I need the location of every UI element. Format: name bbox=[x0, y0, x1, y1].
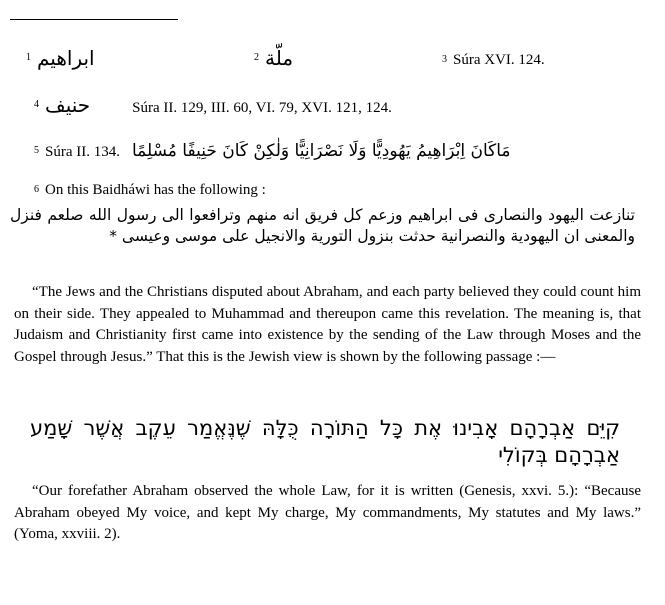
hebrew-translation-paragraph: “Our forefather Abraham observed the whole Law, for it is written (Genesis, xxvi. 5.): “Because Abraham obeyed My voice, and kept My charge, My commandments, My statutes and My laws.” (Yoma, xxviii. 2). bbox=[14, 483, 641, 542]
footnote-6 bbox=[34, 180, 266, 200]
footnote-number: 6 bbox=[34, 184, 39, 195]
footnote-number: 2 bbox=[254, 52, 259, 63]
arabic-quotation: مَاكَانَ اِبْرَاهِيمُ يَهُودِيًّا وَلَا نَصْرَانِيًّا وَلٰكِنْ كَانَ حَنِيفًا مُسْلِمًا bbox=[132, 141, 511, 161]
arabic-word: ابراهيم bbox=[37, 46, 95, 70]
arabic-word: حنيف bbox=[45, 93, 91, 117]
footnote-text: On this Baidháwi has the following : bbox=[45, 182, 266, 198]
footnote-3 bbox=[442, 50, 545, 70]
footnote-4 bbox=[34, 95, 392, 118]
footnote-number: 5 bbox=[34, 145, 39, 156]
translation-paragraph: “The Jews and the Christians disputed about Abraham, and each party believed they could count him on their side. They appealed to Muhammad and thereupon came this revelation. The meaning is, that Judaism and Christianity first came into existence by the sending of the Law through Moses and the Gospel through Jesus.” That this is the Jewish view is shown by the following passage :— bbox=[14, 284, 641, 365]
sura-reference: Súra II. 129, III. 60, VI. 79, XVI. 121, 124. bbox=[132, 100, 392, 116]
arabic-word: ملّة bbox=[265, 46, 294, 70]
sura-reference: Súra XVI. 124. bbox=[453, 52, 545, 68]
footnote-separator-rule bbox=[10, 19, 178, 20]
sura-reference: Súra II. 134. bbox=[45, 144, 120, 160]
footnote-number: 3 bbox=[442, 54, 447, 65]
footnote-number: 4 bbox=[34, 99, 39, 110]
footnote-2 bbox=[254, 48, 293, 71]
footnote-1 bbox=[26, 48, 95, 71]
footnote-number: 1 bbox=[26, 52, 31, 63]
footnote-5 bbox=[34, 141, 511, 162]
baidhawi-arabic-text: تنازعت اليهود والنصارى فى ابراهيم وزعم كل فريق انه منهم وترافعوا الى رسول الله صلعم فنزل والمعنى ان اليهودية والنصرانية حدثت بنزول التورية والانجيل على موسى وعيسى * bbox=[10, 206, 635, 245]
hebrew-passage: קִיֵּם אַבְרָהָם אָבִינוּ אֶת כָּל הַתּוֹרָה כֻּלָּהּ שֶׁנֶּאֱמַר עֵקֶב אֲשֶׁר שָׁמַע אַבְרָהָם בְּקוֹלִי bbox=[30, 416, 620, 467]
